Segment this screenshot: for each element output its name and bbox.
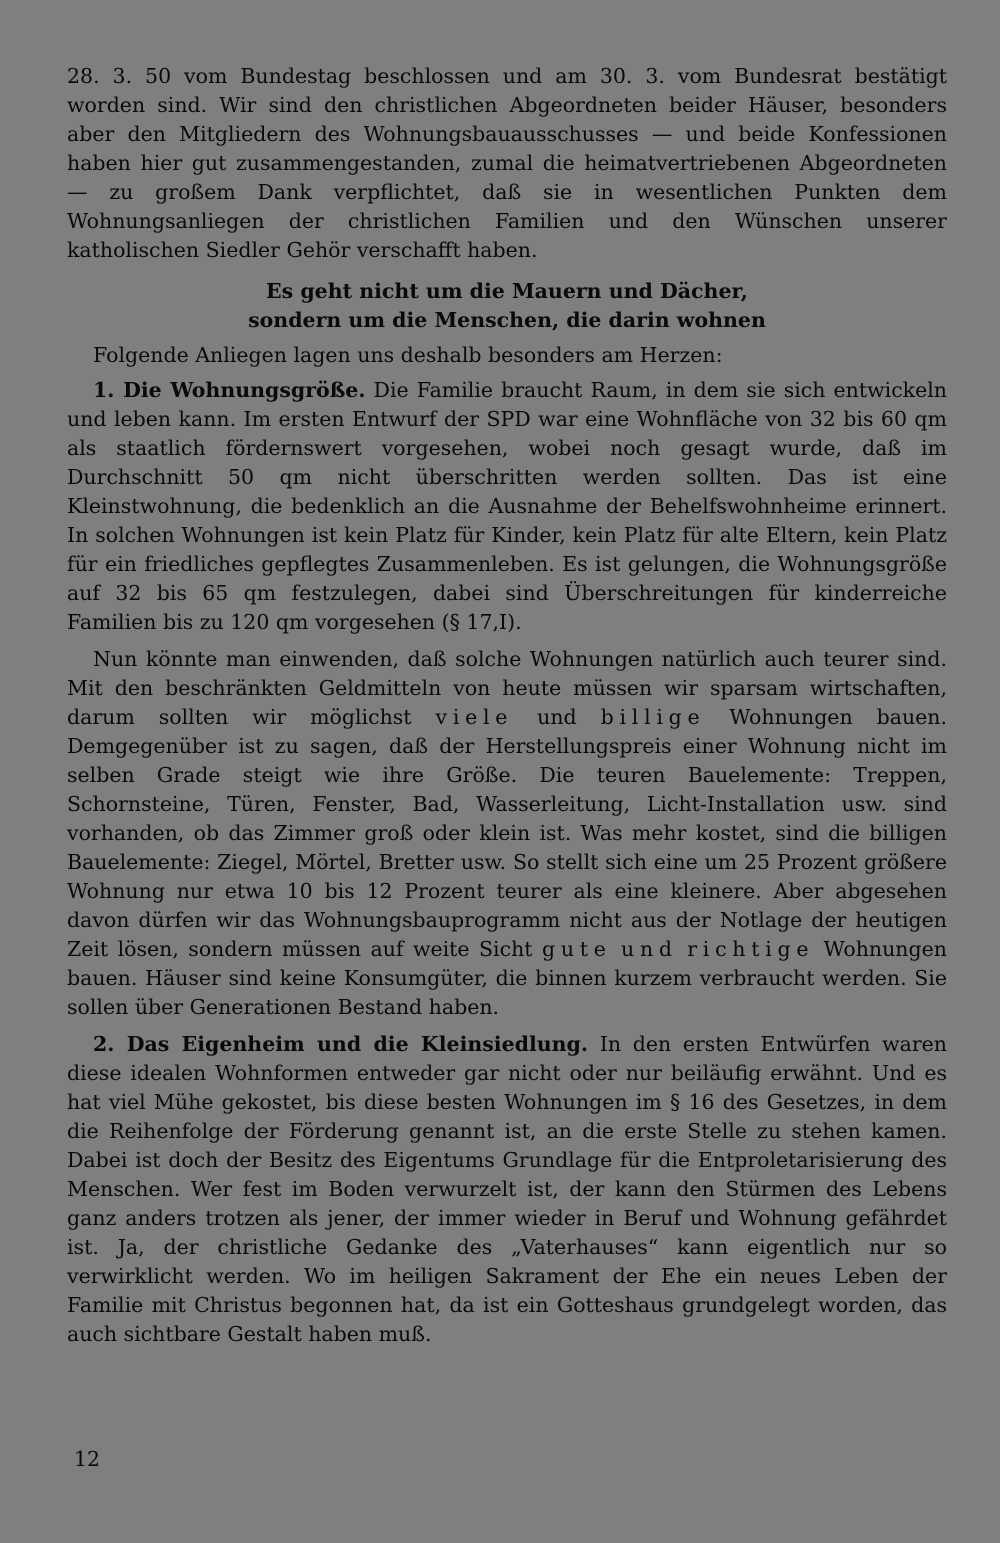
paragraph-2-part-3: Wohnungen bauen. Demgegenüber ist zu sagen, daß der Herstellungspreis einer Wohnung nicht im selben Grade steigt wie ihre Größe. Die teuren Bauelemente: Treppen, Schornsteine, Türen, Fenster, Bad, Wasserleitung, Licht-Installation usw. sind vorhanden, ob das Zimmer groß oder klein ist. Was mehr kostet, sind die billigen Bauelemente: Ziegel, Mörtel, Bretter usw. So stellt sich eine um 25 Prozent größere Wohnung nur etwa 10 bis 12 Prozent teurer als eine kleinere. Aber abgesehen davon dürfen wir das Wohnungsbauprogramm nicht aus der Notlage der heutigen Zeit lösen, sondern müssen auf weite Sicht <box>67 705 947 961</box>
item-1-title: 1. Die Wohnungsgröße. <box>93 378 366 402</box>
page-number: 12 <box>74 1447 101 1471</box>
lead-sentence: Folgende Anliegen lagen uns deshalb besonders am Herzen: <box>93 343 723 367</box>
page-body <box>67 62 947 1349</box>
item-1-paragraph <box>67 376 947 637</box>
emphasis-richtige: richtige <box>687 937 815 961</box>
paragraph-2-part-5 <box>678 937 687 961</box>
section-heading-line-2: sondern um die Menschen, die darin wohnen <box>248 308 766 332</box>
section-heading-line-1: Es geht nicht um die Mauern und Dächer, <box>266 279 748 303</box>
item-1-text: Die Familie braucht Raum, in dem sie sich entwickeln und leben kann. Im ersten Entwurf der SPD war eine Wohnfläche von 32 bis 60 qm als staatlich fördernswert vorgesehen, wobei noch gesagt wurde, daß im Durchschnitt 50 qm nicht überschritten werden sollten. Das ist eine Kleinstwohnung, die bedenklich an die Ausnahme der Behelfswohnheime erinnert. In solchen Wohnungen ist kein Platz für Kinder, kein Platz für alte Eltern, kein Platz für ein friedliches gepflegtes Zusammenleben. Es ist gelungen, die Wohnungsgröße auf 32 bis 65 qm festzulegen, dabei sind Überschreitungen für kinderreiche Familien bis zu 120 qm vorgesehen (§ 17,I). <box>67 378 947 634</box>
intro-paragraph: 28. 3. 50 vom Bundestag beschlossen und am 30. 3. vom Bundesrat bestätigt worden sind. Wir sind den christlichen Abgeordneten beider Häuser, besonders aber den Mitgliedern des Wohnungsbauausschusses — und beide Konfessionen haben hier gut zusammengestanden, zumal die heimatvertriebenen Abgeordneten — zu großem Dank verpflichtet, daß sie in wesentlichen Punkten dem Wohnungsanliegen der christlichen Familien und den Wünschen unserer katholischen Siedler Gehör verschafft haben. <box>67 64 947 262</box>
paragraph-2-part-6: Wohnungen bauen. Häuser sind keine Konsumgüter, die binnen kurzem verbraucht werden. Sie sollen über Generationen Bestand haben. <box>67 937 947 1019</box>
item-2-title: 2. Das Eigenheim und die Kleinsiedlung. <box>93 1032 589 1056</box>
paragraph-2 <box>67 645 947 1022</box>
emphasis-billige: billige <box>600 705 706 729</box>
emphasis-und: und <box>621 937 678 961</box>
section-heading <box>67 277 947 335</box>
item-2-paragraph <box>67 1030 947 1349</box>
emphasis-viele: viele <box>435 705 514 729</box>
paragraph-2-part-2: und <box>513 705 601 729</box>
paragraph-2-part-4 <box>612 937 621 961</box>
emphasis-gute: gute <box>541 937 612 961</box>
item-2-text: In den ersten Entwürfen waren diese idealen Wohnformen entweder gar nicht oder nur beiläufig erwähnt. Und es hat viel Mühe gekostet, bis diese besten Wohnungen im § 16 des Gesetzes, in dem die Reihenfolge der Förderung genannt ist, an die erste Stelle zu stehen kamen. Dabei ist doch der Besitz des Eigentums Grundlage für die Entproletarisierung des Menschen. Wer fest im Boden verwurzelt ist, der kann den Stürmen des Lebens ganz anders trotzen als jener, der immer wieder in Beruf und Wohnung gefährdet ist. Ja, der christliche Gedanke des „Vaterhauses“ kann eigentlich nur so verwirklicht werden. Wo im heiligen Sakrament der Ehe ein neues Leben der Familie mit Christus begonnen hat, da ist ein Gotteshaus grundgelegt worden, das auch sichtbare Gestalt haben muß. <box>67 1032 947 1346</box>
paragraph-2-part-1: Nun könnte man einwenden, daß solche Wohnungen natürlich auch teurer sind. Mit den beschränkten Geldmitteln von heute müssen wir sparsam wirtschaften, darum sollten wir möglichst <box>67 647 947 729</box>
